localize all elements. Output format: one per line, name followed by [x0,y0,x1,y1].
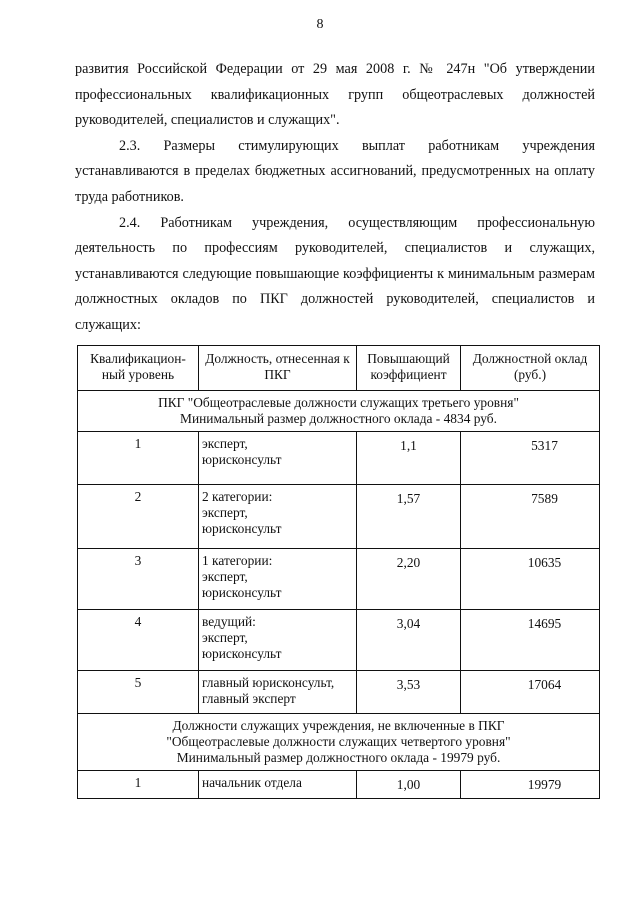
group-cell [78,714,600,771]
position-line: юрисконсульт [202,646,282,661]
position-line: начальник отдела [202,775,302,790]
position-cell [199,610,357,671]
position-cell [199,549,357,610]
group-line-2: "Общеотраслевые должности служащих четвертого уровня" [166,734,511,749]
table-row [78,432,600,485]
position-line: главный эксперт [202,691,296,706]
level-cell: 1 [78,432,199,485]
position-line: 1 категории: [202,553,273,568]
position-line: эксперт, [202,630,248,645]
position-cell [199,671,357,714]
coefficient-cell: 3,53 [357,671,461,714]
body-text [75,57,595,339]
coefficient-cell: 3,04 [357,610,461,671]
position-line: эксперт, [202,569,248,584]
header-qualification-level: Квалификацион-ный уровень [78,346,199,391]
salary-cell: 17064 [461,671,600,714]
group-line-1: Должности служащих учреждения, не включенные в ПКГ [172,718,505,733]
position-line: ведущий: [202,614,256,629]
position-line: 2 категории: [202,489,273,504]
header-coefficient: Повышающий коэффициент [357,346,461,391]
group-row-third-level [78,391,600,432]
table-row [78,771,600,799]
position-cell [199,771,357,799]
position-cell [199,432,357,485]
table-row [78,671,600,714]
salary-cell: 10635 [461,549,600,610]
coefficient-cell: 1,1 [357,432,461,485]
table-header-row [78,346,600,391]
header-salary: Должностной оклад (руб.) [461,346,600,391]
coefficient-cell: 2,20 [357,549,461,610]
position-line: главный юрисконсульт, [202,675,335,690]
paragraph-2-4: 2.4. Работникам учреждения, осуществляющим профессиональную деятельность по профессиям руководителей, специалистов и служащих, устанавливаются следующие повышающие коэффициенты к минимальным размерам должностных окладов по ПКГ должностей руководителей, специалистов и служащих: [75,214,595,333]
level-cell: 2 [78,485,199,549]
position-line: эксперт, [202,436,248,451]
table-row [78,549,600,610]
salary-cell: 7589 [461,485,600,549]
table-row [78,610,600,671]
rows-fourth-level [78,771,600,799]
position-line: юрисконсульт [202,585,282,600]
paragraph-continuation: развития Российской Федерации от 29 мая 2008 г. № 247н "Об утверждении профессиональных квалификационных групп общеотраслевых должностей руководителей, специалистов и служащих". [75,61,595,129]
coefficient-cell: 1,00 [357,771,461,799]
position-line: юрисконсульт [202,521,282,536]
salary-cell: 19979 [461,771,600,799]
level-cell: 3 [78,549,199,610]
coefficient-cell: 1,57 [357,485,461,549]
paragraph-2-3: 2.3. Размеры стимулирующих выплат работникам учреждения устанавливаются в пределах бюджетных ассигнований, предусмотренных на оплату труда работников. [75,137,595,205]
level-cell: 4 [78,610,199,671]
group-subtitle: Минимальный размер должностного оклада - 4834 руб. [180,411,497,426]
rows-third-level [78,432,600,714]
group-row-fourth-level [78,714,600,771]
level-cell: 1 [78,771,199,799]
group-cell [78,391,600,432]
salary-cell: 5317 [461,432,600,485]
level-cell: 5 [78,671,199,714]
position-cell [199,485,357,549]
position-line: юрисконсульт [202,452,282,467]
page-number: 8 [316,17,324,32]
group-line-3: Минимальный размер должностного оклада - 19979 руб. [176,750,501,765]
table-row [78,485,600,549]
position-line: эксперт, [202,505,248,520]
coefficients-table [77,345,600,799]
salary-cell: 14695 [461,610,600,671]
header-position: Должность, отнесенная к ПКГ [199,346,357,391]
group-title: ПКГ "Общеотраслевые должности служащих третьего уровня" [158,395,519,410]
